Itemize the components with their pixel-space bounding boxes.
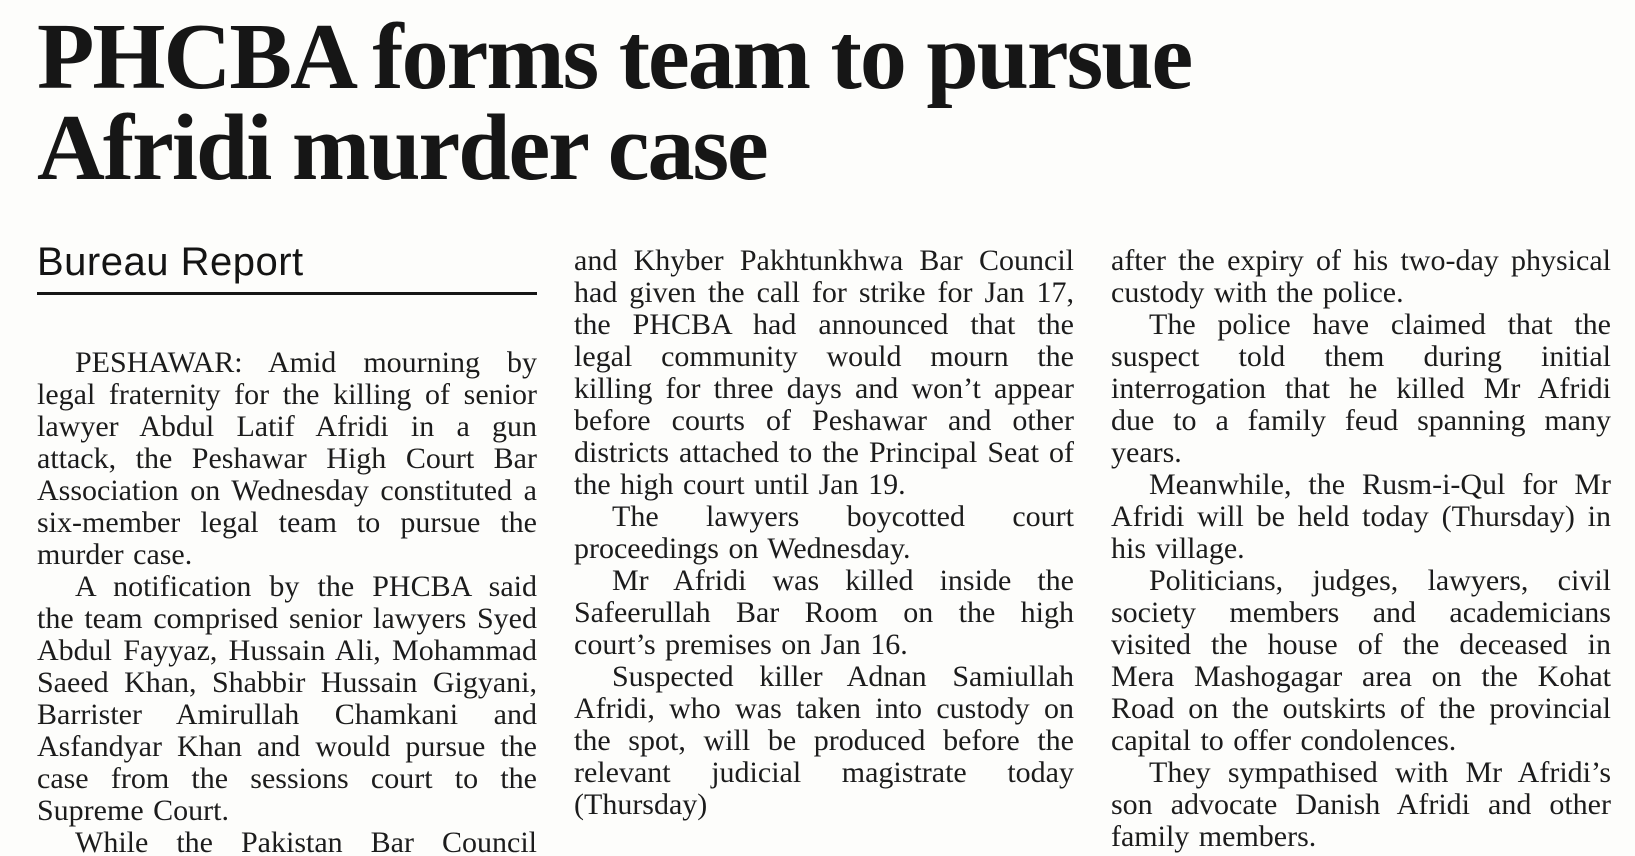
paragraph: PESHAWAR: Amid mourning by legal fraternity for the killing of senior lawyer Abdul Latif Afridi in a gun attack, the Peshawar High Court Bar Association on Wednesday constituted a six-member legal team to pursue the murder case. bbox=[37, 346, 537, 571]
paragraph: The lawyers boycotted court proceedings on Wednesday. bbox=[574, 500, 1074, 565]
article-column-2 bbox=[574, 238, 1074, 856]
paragraph: Suspected killer Adnan Samiullah Afridi, who was taken into custody on the spot, will be produced before the relevant judicial magistrate today (Thursday) bbox=[574, 660, 1074, 821]
paragraph: after the expiry of his two-day physical custody with the police. bbox=[1111, 244, 1611, 309]
paragraph: Mr Afridi was killed inside the Safeerullah Bar Room on the high court’s premises on Jan 16. bbox=[574, 564, 1074, 661]
paragraph: Meanwhile, the Rusm-i-Qul for Mr Afridi will be held today (Thursday) in his village. bbox=[1111, 468, 1611, 565]
page-title bbox=[37, 5, 1613, 200]
headline-line-2: Afridi murder case bbox=[37, 96, 767, 200]
headline-line-1: PHCBA forms team to pursue bbox=[37, 5, 1192, 109]
byline-block bbox=[37, 240, 537, 295]
byline: Bureau Report bbox=[37, 240, 304, 284]
paragraph: Politicians, judges, lawyers, civil society members and academicians visited the house of the deceased in Mera Mashogagar area on the Kohat Road on the outskirts of the provincial capital to offer condolences. bbox=[1111, 564, 1611, 757]
byline-divider bbox=[37, 292, 537, 295]
article-columns bbox=[37, 238, 1613, 856]
article-column-3 bbox=[1111, 238, 1611, 856]
article-column-1 bbox=[37, 238, 537, 856]
paragraph: The police have claimed that the suspect told them during initial interrogation that he killed Mr Afridi due to a family feud spanning many years. bbox=[1111, 308, 1611, 469]
paragraph: A notification by the PHCBA said the team comprised senior lawyers Syed Abdul Fayyaz, Hussain Ali, Mohammad Saeed Khan, Shabbir Hussain Gigyani, Barrister Amirullah Chamkani and Asfandyar Khan and would pursue the case from the sessions court to the Supreme Court. bbox=[37, 570, 537, 827]
paragraph: While the Pakistan Bar Council bbox=[75, 826, 537, 856]
paragraph: They sympathised with Mr Afridi’s son advocate Danish Afridi and other family members. bbox=[1111, 756, 1611, 853]
paragraph: and Khyber Pakhtunkhwa Bar Council had given the call for strike for Jan 17, the PHCBA had announced that the legal community would mourn the killing for three days and won’t appear before courts of Peshawar and other districts attached to the Principal Seat of the high court until Jan 19. bbox=[574, 244, 1074, 501]
